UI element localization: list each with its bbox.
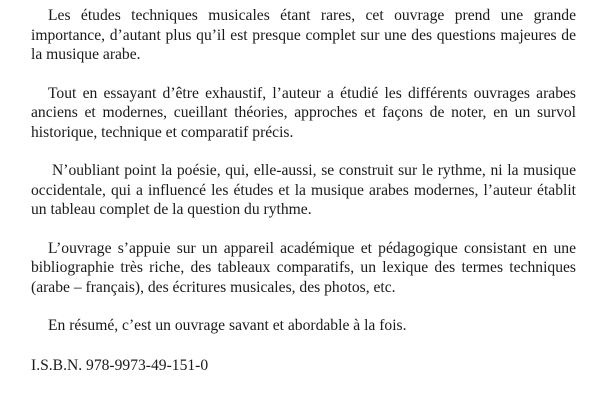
paragraph-exhaustive: Tout en essayant d’être exhaustif, l’auteur a étudié les différents ouvrages arabes anciens et modernes, cueillant théories, approches et façons de noter, en un survol historique, technique et comparatif précis. [31, 84, 576, 141]
paragraph-intro: Les études techniques musicales étant rares, cet ouvrage prend une grande importance, d’autant plus qu’il est presque complet sur une des questions majeures de la musique arabe. [31, 7, 576, 63]
book-back-cover-text [31, 6, 576, 375]
paragraph-academic-apparatus: L’ouvrage s’appuie sur un appareil académique et pédagogique consistant en une bibliographie très riche, des tableaux comparatifs, un lexique des termes techniques (arabe – français), des écritures musicales, des photos, etc. [31, 239, 576, 296]
paragraph-poetry-rhythm: N’oubliant point la poésie, qui, elle-aussi, se construit sur le rythme, ni la musique occidentale, qui a influencé les études et la musique arabes modernes, l’auteur établit un tableau complet de la question du rythme. [31, 162, 576, 218]
isbn-line: I.S.B.N. 978-9973-49-151-0 [31, 356, 209, 374]
paragraph-summary: En résumé, c’est un ouvrage savant et abordable à la fois. [48, 317, 407, 334]
